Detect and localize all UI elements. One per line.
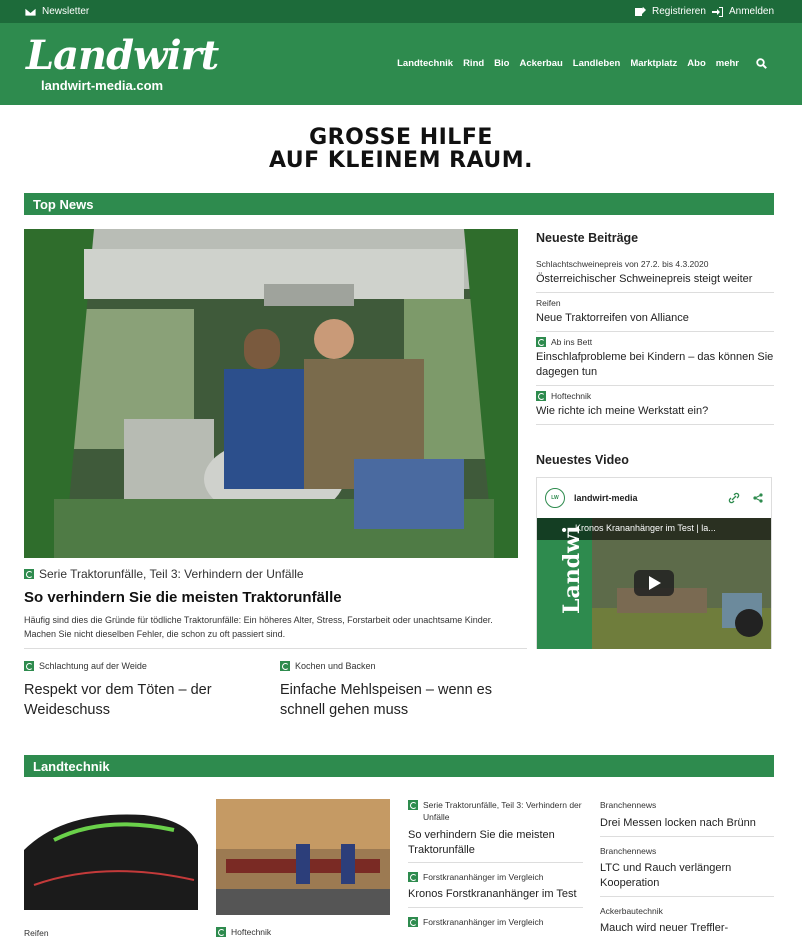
- landtechnik-article-2[interactable]: [216, 799, 390, 938]
- edit-icon: [635, 7, 646, 17]
- video-player[interactable]: [537, 518, 771, 649]
- ad-line-1: GROSSE HILFE: [309, 125, 493, 150]
- divider: [24, 648, 527, 649]
- article-tag: [408, 916, 583, 928]
- nav-landleben[interactable]: Landleben: [572, 58, 621, 69]
- site-header: [0, 23, 802, 105]
- nav-abo[interactable]: Abo: [687, 58, 706, 69]
- premium-icon: [536, 337, 546, 347]
- article-tag-text: Serie Traktorunfälle, Teil 3: Verhindern der Unfälle: [423, 800, 582, 822]
- tire-photo: [24, 800, 198, 910]
- nav-ackerbau[interactable]: Ackerbau: [519, 58, 563, 69]
- newsletter-link[interactable]: [25, 6, 89, 17]
- article-tag: [408, 871, 583, 883]
- channel-avatar[interactable]: LW: [545, 488, 565, 508]
- nav-bio[interactable]: Bio: [494, 58, 510, 69]
- post-tag: Schlachtschweinepreis von 27.2. bis 4.3.2020: [536, 259, 709, 269]
- article-title[interactable]: LTC und Rauch verlängern Kooperation: [600, 862, 732, 889]
- premium-icon: [408, 800, 418, 810]
- register-label: Registrieren: [652, 6, 706, 17]
- article-tag: Branchennews: [600, 800, 657, 810]
- channel-name[interactable]: landwirt-media: [574, 493, 638, 503]
- article-title[interactable]: Mauch wird neuer Treffler-: [600, 922, 729, 934]
- premium-icon: [24, 569, 34, 579]
- latest-video-heading: Neuestes Video: [536, 453, 629, 467]
- video-thumbnail: [537, 518, 771, 649]
- article-tag: Branchennews: [600, 846, 657, 856]
- main-nav: [397, 58, 767, 69]
- sub-article-tag[interactable]: [24, 661, 147, 671]
- sub-article-title[interactable]: Einfache Mehlspeisen – wenn es schnell gehen muss: [280, 682, 492, 718]
- post-title[interactable]: Einschlafprobleme bei Kindern – das können Sie dagegen tun: [536, 351, 774, 378]
- nav-marktplatz[interactable]: Marktplatz: [630, 58, 678, 69]
- hero-kicker[interactable]: [24, 567, 304, 581]
- nav-mehr[interactable]: mehr: [715, 58, 739, 69]
- hero-kicker-text: Serie Traktorunfälle, Teil 3: Verhindern der Unfälle: [39, 567, 304, 581]
- share-icon[interactable]: [753, 493, 763, 503]
- top-bar: [0, 0, 802, 23]
- video-actions: [729, 493, 763, 503]
- ad-banner[interactable]: [0, 105, 802, 192]
- divider: [408, 862, 583, 863]
- login-label: Anmelden: [729, 6, 775, 17]
- newsletter-label: Newsletter: [42, 6, 90, 17]
- post-title[interactable]: Österreichischer Schweinepreis steigt weiter: [536, 273, 753, 285]
- workshop-photo: [216, 799, 390, 915]
- list-item[interactable]: [536, 293, 774, 332]
- article-tag: [216, 926, 390, 938]
- site-domain[interactable]: landwirt-media.com: [41, 78, 164, 93]
- article-tag-text: Forstkrananhänger im Vergleich: [423, 917, 544, 927]
- premium-icon: [408, 917, 418, 927]
- hero-description: Häufig sind dies die Gründe für tödliche Traktorunfälle: Ein höheres Alter, Stress, Forstarbeit oder unachtsame Kinder. Machen Sie nicht dieselben Fehler, die schon zu oft passiert sind.: [24, 615, 493, 639]
- post-title[interactable]: Wie richte ich meine Werkstatt ein?: [536, 405, 709, 417]
- premium-icon: [280, 661, 290, 671]
- video-widget[interactable]: [536, 477, 772, 649]
- post-tag: [536, 390, 774, 402]
- sign-in-icon: [712, 7, 723, 17]
- article-tag-text: Hoftechnik: [231, 927, 272, 937]
- divider: [600, 896, 774, 897]
- landtechnik-article-1[interactable]: [24, 800, 198, 939]
- divider: [408, 907, 583, 908]
- svg-text:Landwi: Landwi: [559, 525, 585, 614]
- login-link[interactable]: [712, 6, 774, 17]
- post-tag-text: Ab ins Bett: [551, 337, 593, 347]
- site-logo[interactable]: Landwirt: [26, 32, 219, 79]
- premium-icon: [216, 927, 226, 937]
- hero-title[interactable]: So verhindern Sie die meisten Traktorunfälle: [24, 589, 342, 606]
- post-tag: [536, 336, 774, 348]
- article-title[interactable]: So verhindern Sie die meisten Traktorunfälle: [408, 829, 555, 856]
- video-header: [537, 478, 771, 518]
- nav-rind[interactable]: Rind: [463, 58, 485, 69]
- latest-posts-heading: Neueste Beiträge: [536, 231, 639, 245]
- divider: [600, 836, 774, 837]
- register-link[interactable]: [635, 6, 706, 17]
- top-news-heading: Top News: [24, 193, 774, 215]
- sub-article-tag-text: Kochen und Backen: [295, 661, 376, 671]
- search-icon[interactable]: [756, 58, 767, 69]
- landtechnik-list-1: [408, 799, 583, 928]
- sub-article-tag-text: Schlachtung auf der Weide: [39, 661, 147, 671]
- list-item[interactable]: [536, 386, 774, 425]
- premium-icon: [24, 661, 34, 671]
- article-tag-text: Forstkrananhänger im Vergleich: [423, 872, 544, 882]
- landtechnik-list-2: [600, 799, 774, 936]
- premium-icon: [408, 872, 418, 882]
- list-item[interactable]: [536, 254, 774, 293]
- list-item[interactable]: [536, 332, 774, 386]
- sub-article-tag[interactable]: [280, 661, 376, 671]
- premium-icon: [536, 391, 546, 401]
- post-tag-text: Hoftechnik: [551, 391, 592, 401]
- latest-posts-list: [536, 254, 774, 425]
- envelope-icon: [25, 8, 36, 16]
- nav-landtechnik[interactable]: Landtechnik: [397, 58, 454, 69]
- tractor-cab-photo: [24, 229, 518, 558]
- article-tag: [408, 799, 583, 823]
- article-title[interactable]: Drei Messen locken nach Brünn: [600, 817, 756, 829]
- link-icon[interactable]: [729, 493, 739, 503]
- article-tag: Reifen: [24, 928, 49, 938]
- post-tag: Reifen: [536, 298, 561, 308]
- landtechnik-heading: Landtechnik: [24, 755, 774, 777]
- article-title[interactable]: Kronos Forstkrananhänger im Test: [408, 888, 577, 900]
- post-title[interactable]: Neue Traktorreifen von Alliance: [536, 312, 689, 324]
- video-title[interactable]: Kronos Krananhänger im Test | la...: [575, 523, 716, 533]
- sub-article-title[interactable]: Respekt vor dem Töten – der Weideschuss: [24, 682, 212, 718]
- ad-line-2: AUF KLEINEM RAUM.: [268, 148, 534, 173]
- article-tag: Ackerbautechnik: [600, 906, 663, 916]
- hero-image[interactable]: [24, 229, 518, 558]
